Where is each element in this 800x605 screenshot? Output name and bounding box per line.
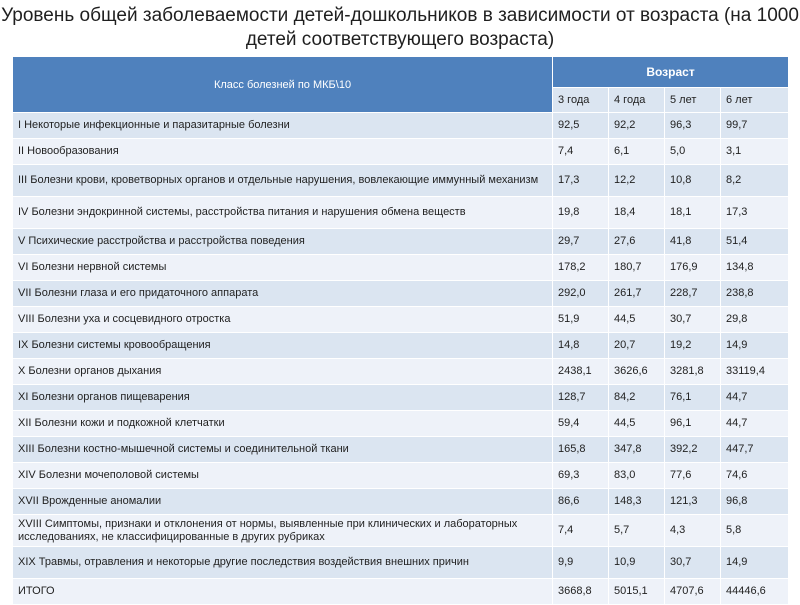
value-cell: 51,9	[553, 307, 609, 333]
value-cell: 14,9	[721, 547, 789, 579]
value-cell: 180,7	[609, 255, 665, 281]
value-cell: 33119,4	[721, 359, 789, 385]
value-cell: 14,9	[721, 333, 789, 359]
disease-class-cell: XIX Травмы, отравления и некоторые другие последствия воздействия внешних причин	[13, 547, 553, 579]
value-cell: 27,6	[609, 229, 665, 255]
table-row	[13, 547, 789, 579]
value-cell: 261,7	[609, 281, 665, 307]
age-header-4: 4 года	[609, 88, 665, 113]
disease-class-cell: ИТОГО	[13, 579, 553, 605]
value-cell: 165,8	[553, 437, 609, 463]
value-cell: 17,3	[553, 165, 609, 197]
table-row	[13, 255, 789, 281]
table-row	[13, 113, 789, 139]
value-cell: 5,7	[609, 515, 665, 547]
table-row	[13, 515, 789, 547]
table-row	[13, 411, 789, 437]
age-header-6: 6 лет	[721, 88, 789, 113]
value-cell: 96,1	[665, 411, 721, 437]
value-cell: 4,3	[665, 515, 721, 547]
value-cell: 59,4	[553, 411, 609, 437]
value-cell: 44,7	[721, 385, 789, 411]
value-cell: 29,8	[721, 307, 789, 333]
table-body	[13, 113, 789, 605]
value-cell: 18,1	[665, 197, 721, 229]
value-cell: 121,3	[665, 489, 721, 515]
disease-class-cell: XVIII Симптомы, признаки и отклонения от нормы, выявленные при клинических и лабораторных исследованиях, не классифицированные в других рубриках	[13, 515, 553, 547]
value-cell: 12,2	[609, 165, 665, 197]
disease-class-cell: VI Болезни нервной системы	[13, 255, 553, 281]
value-cell: 84,2	[609, 385, 665, 411]
value-cell: 5,0	[665, 139, 721, 165]
value-cell: 30,7	[665, 307, 721, 333]
value-cell: 14,8	[553, 333, 609, 359]
value-cell: 3626,6	[609, 359, 665, 385]
value-cell: 7,4	[553, 515, 609, 547]
disease-class-cell: XIV Болезни мочеполовой системы	[13, 463, 553, 489]
value-cell: 96,3	[665, 113, 721, 139]
value-cell: 5,8	[721, 515, 789, 547]
disease-class-cell: XVII Врожденные аномалии	[13, 489, 553, 515]
age-header-3: 3 года	[553, 88, 609, 113]
value-cell: 99,7	[721, 113, 789, 139]
disease-class-cell: XI Болезни органов пищеварения	[13, 385, 553, 411]
value-cell: 447,7	[721, 437, 789, 463]
morbidity-table-container	[12, 56, 788, 605]
value-cell: 51,4	[721, 229, 789, 255]
disease-class-cell: IX Болезни системы кровообращения	[13, 333, 553, 359]
slide-title: Уровень общей заболеваемости детей-дошкольников в зависимости от возраста (на 1000 детей соответствующего возраста)	[1, 5, 799, 50]
value-cell: 18,4	[609, 197, 665, 229]
value-cell: 148,3	[609, 489, 665, 515]
morbidity-table	[12, 56, 789, 605]
value-cell: 7,4	[553, 139, 609, 165]
value-cell: 3281,8	[665, 359, 721, 385]
age-header-5: 5 лет	[665, 88, 721, 113]
value-cell: 4707,6	[665, 579, 721, 605]
value-cell: 347,8	[609, 437, 665, 463]
value-cell: 178,2	[553, 255, 609, 281]
value-cell: 2438,1	[553, 359, 609, 385]
value-cell: 134,8	[721, 255, 789, 281]
value-cell: 128,7	[553, 385, 609, 411]
table-row	[13, 463, 789, 489]
value-cell: 92,2	[609, 113, 665, 139]
header-row-groups	[13, 57, 789, 88]
value-cell: 292,0	[553, 281, 609, 307]
value-cell: 41,8	[665, 229, 721, 255]
value-cell: 19,8	[553, 197, 609, 229]
table-row	[13, 165, 789, 197]
disease-class-cell: III Болезни крови, кроветворных органов и отдельные нарушения, вовлекающие иммунный механизм	[13, 165, 553, 197]
value-cell: 44,5	[609, 411, 665, 437]
table-row	[13, 359, 789, 385]
table-row	[13, 229, 789, 255]
value-cell: 228,7	[665, 281, 721, 307]
disease-class-header: Класс болезней по МКБ\10	[13, 57, 553, 113]
value-cell: 8,2	[721, 165, 789, 197]
value-cell: 238,8	[721, 281, 789, 307]
table-row	[13, 579, 789, 605]
value-cell: 3668,8	[553, 579, 609, 605]
value-cell: 74,6	[721, 463, 789, 489]
value-cell: 76,1	[665, 385, 721, 411]
table-row	[13, 307, 789, 333]
value-cell: 44,7	[721, 411, 789, 437]
value-cell: 30,7	[665, 547, 721, 579]
value-cell: 19,2	[665, 333, 721, 359]
table-row	[13, 139, 789, 165]
disease-class-cell: V Психические расстройства и расстройства поведения	[13, 229, 553, 255]
table-row	[13, 281, 789, 307]
table-row	[13, 437, 789, 463]
value-cell: 96,8	[721, 489, 789, 515]
value-cell: 5015,1	[609, 579, 665, 605]
value-cell: 44,5	[609, 307, 665, 333]
disease-class-cell: IV Болезни эндокринной системы, расстройства питания и нарушения обмена веществ	[13, 197, 553, 229]
value-cell: 92,5	[553, 113, 609, 139]
value-cell: 3,1	[721, 139, 789, 165]
value-cell: 20,7	[609, 333, 665, 359]
value-cell: 69,3	[553, 463, 609, 489]
value-cell: 29,7	[553, 229, 609, 255]
value-cell: 77,6	[665, 463, 721, 489]
disease-class-cell: VIII Болезни уха и сосцевидного отростка	[13, 307, 553, 333]
disease-class-cell: I Некоторые инфекционные и паразитарные болезни	[13, 113, 553, 139]
disease-class-cell: XII Болезни кожи и подкожной клетчатки	[13, 411, 553, 437]
value-cell: 17,3	[721, 197, 789, 229]
value-cell: 176,9	[665, 255, 721, 281]
value-cell: 10,9	[609, 547, 665, 579]
disease-class-cell: II Новообразования	[13, 139, 553, 165]
disease-class-cell: VII Болезни глаза и его придаточного аппарата	[13, 281, 553, 307]
value-cell: 6,1	[609, 139, 665, 165]
table-row	[13, 333, 789, 359]
value-cell: 44446,6	[721, 579, 789, 605]
value-cell: 392,2	[665, 437, 721, 463]
table-row	[13, 385, 789, 411]
value-cell: 86,6	[553, 489, 609, 515]
disease-class-cell: X Болезни органов дыхания	[13, 359, 553, 385]
value-cell: 9,9	[553, 547, 609, 579]
value-cell: 83,0	[609, 463, 665, 489]
disease-class-cell: XIII Болезни костно-мышечной системы и соединительной ткани	[13, 437, 553, 463]
value-cell: 10,8	[665, 165, 721, 197]
age-group-header: Возраст	[553, 57, 789, 88]
table-row	[13, 197, 789, 229]
table-row	[13, 489, 789, 515]
